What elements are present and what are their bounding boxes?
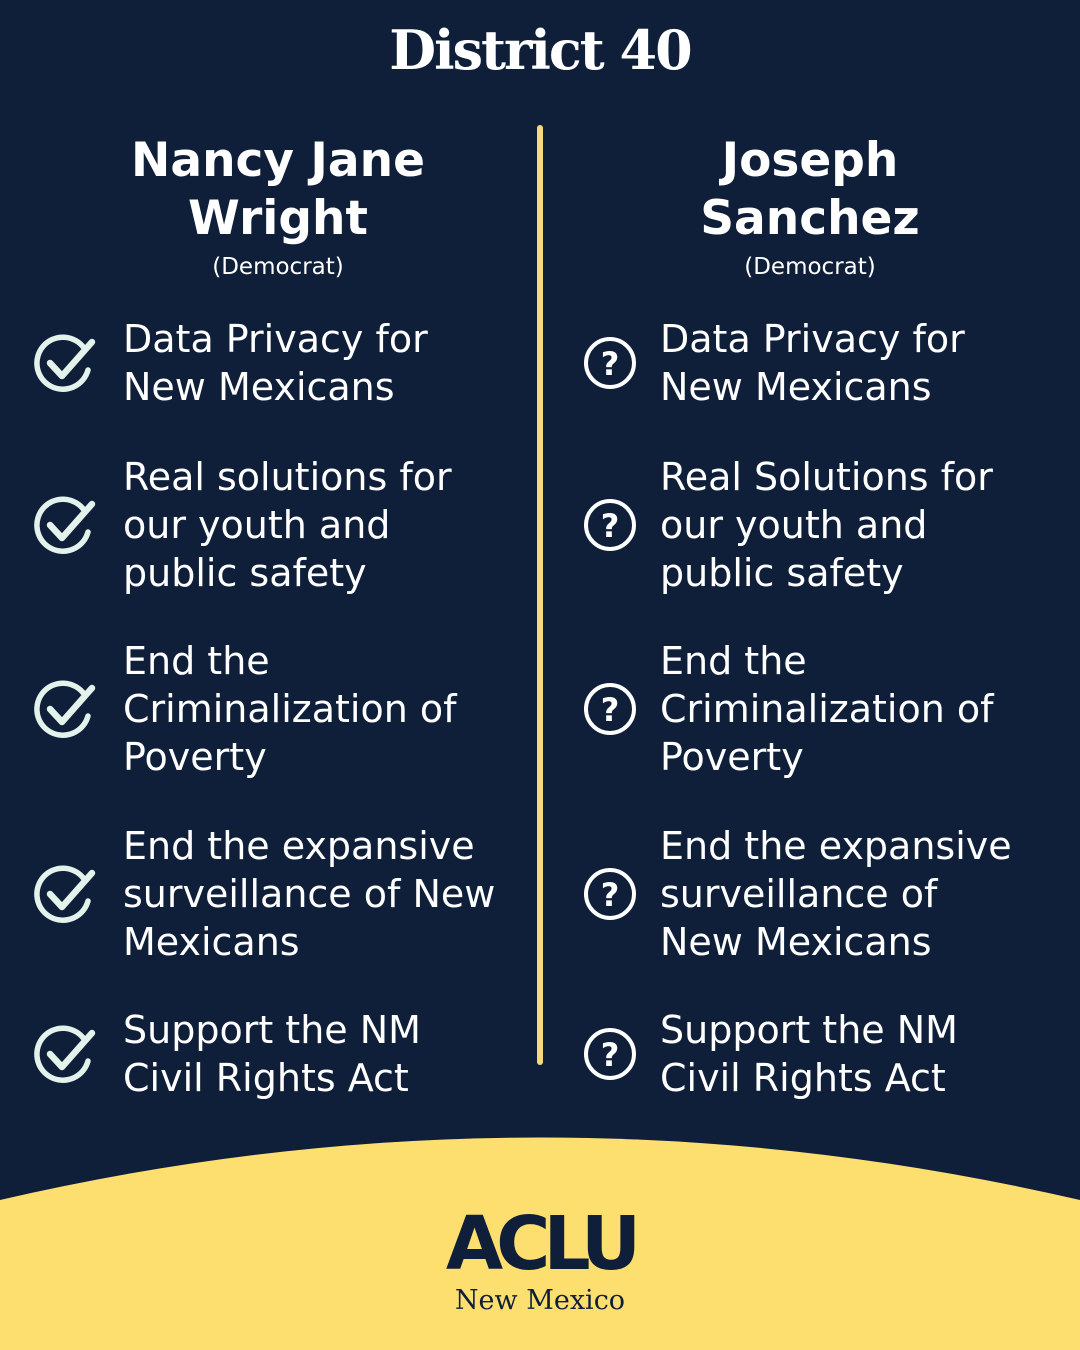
svg-text:?: ? [600, 691, 620, 729]
svg-text:?: ? [600, 507, 620, 545]
candidate-party: (Democrat) [212, 254, 344, 280]
svg-text:?: ? [600, 345, 620, 383]
position-text: End the Criminalization of Poverty [123, 639, 457, 779]
svg-text:?: ? [600, 876, 620, 914]
svg-text:?: ? [600, 1036, 620, 1074]
position-text: Support the NM Civil Rights Act [660, 1008, 958, 1100]
logo-wordmark: ACLU [445, 1201, 635, 1287]
position-text: End the expansive surveillance of New Mexicans [660, 824, 1012, 964]
position-text: End the Criminalization of Poverty [660, 639, 994, 779]
position-text: Data Privacy for New Mexicans [123, 317, 428, 409]
position-text: End the expansive surveillance of New Mexicans [123, 824, 496, 964]
logo-subtitle: New Mexico [454, 1285, 626, 1316]
position-text: Real Solutions for our youth and public safety [660, 455, 993, 595]
candidate-party: (Democrat) [744, 254, 876, 280]
position-text: Data Privacy for New Mexicans [660, 317, 965, 409]
aclu-logo [0, 1201, 1080, 1317]
page-title: District 40 [389, 18, 691, 82]
candidate-name-line2: Sanchez [700, 191, 920, 246]
candidate-name-line2: Wright [188, 191, 368, 246]
position-text: Real solutions for our youth and public safety [123, 455, 452, 595]
candidate-name-line1: Joseph [721, 133, 899, 188]
candidate-name-line1: Nancy Jane [131, 133, 425, 188]
position-text: Support the NM Civil Rights Act [123, 1008, 421, 1100]
